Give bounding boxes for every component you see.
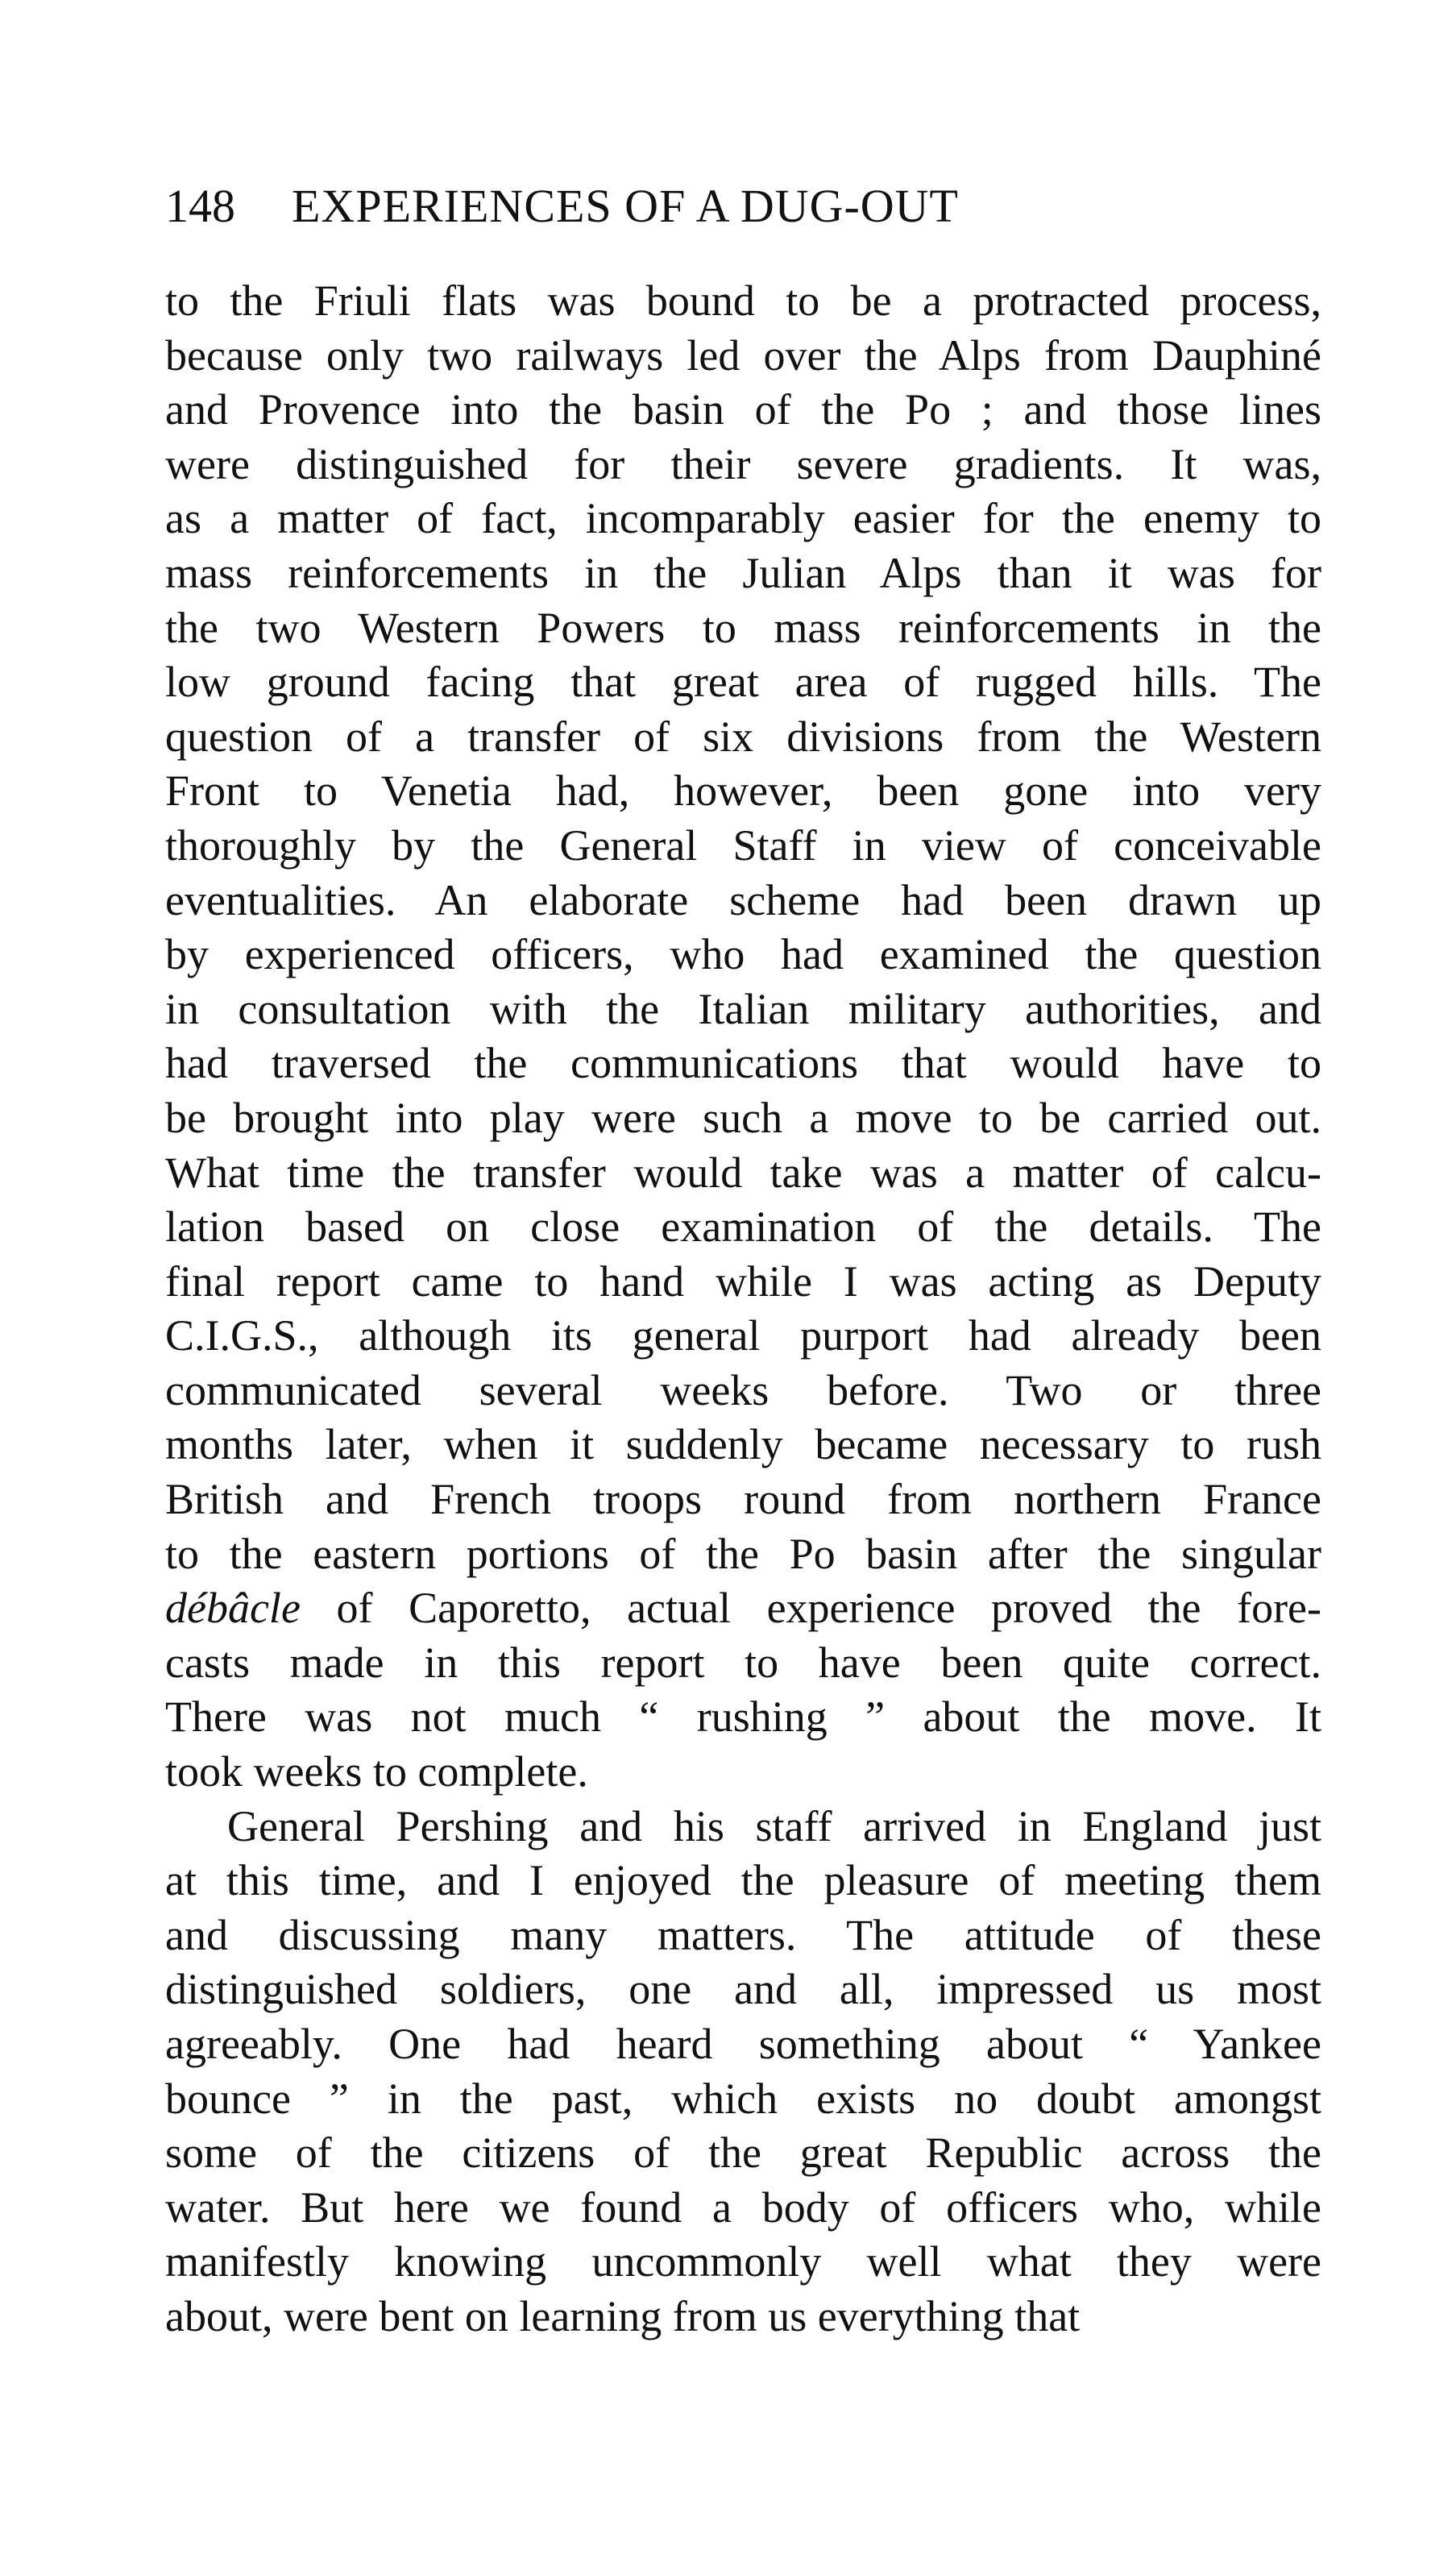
page-number: 148 bbox=[165, 180, 235, 232]
text-line: distinguished soldiers, one and all, impressed us most bbox=[165, 1965, 1321, 2014]
text-line: British and French troops round from northern France bbox=[165, 1475, 1321, 1524]
text-line: final report came to hand while I was acting as Deputy bbox=[165, 1256, 1321, 1306]
running-title: EXPERIENCES OF A DUG-OUT bbox=[292, 180, 959, 232]
text-line: Front to Venetia had, however, been gone into very bbox=[165, 766, 1321, 816]
text-line: There was not much “ rushing ” about the move. It bbox=[165, 1692, 1321, 1742]
text-line: General Pershing and his staff arrived in England just bbox=[227, 1801, 1321, 1850]
text-line: C.I.G.S., although its general purport had already been bbox=[165, 1311, 1321, 1360]
text-line: by experienced officers, who had examined the question bbox=[165, 930, 1321, 979]
running-header bbox=[165, 179, 1321, 235]
text-line: mass reinforcements in the Julian Alps than it was for bbox=[165, 548, 1321, 597]
text-line: water. But here we found a body of officers who, while bbox=[165, 2182, 1321, 2232]
text-line: casts made in this report to have been quite correct. bbox=[165, 1638, 1321, 1687]
text-line: some of the citizens of the great Republic across the bbox=[165, 2128, 1321, 2178]
text-line: communicated several weeks before. Two or three bbox=[165, 1365, 1321, 1414]
text-line: had traversed the communications that would have to bbox=[165, 1039, 1321, 1088]
text-line: question of a transfer of six divisions from the Western bbox=[165, 712, 1321, 761]
text-line: about, were bent on learning from us everything that bbox=[165, 2291, 1081, 2340]
text-line: What time the transfer would take was a matter of calcu- bbox=[165, 1148, 1321, 1197]
text-line: manifestly knowing uncommonly well what they were bbox=[165, 2237, 1321, 2286]
text-line: to the Friuli flats was bound to be a protracted process, bbox=[165, 276, 1321, 325]
text-line: to the eastern portions of the Po basin after the singular bbox=[165, 1529, 1321, 1578]
text-line: as a matter of fact, incomparably easier for the enemy to bbox=[165, 494, 1321, 543]
italic-word: débâcle bbox=[165, 1584, 301, 1633]
text-line: bounce ” in the past, which exists no doubt amongst bbox=[165, 2074, 1321, 2123]
text-line: and discussing many matters. The attitude of these bbox=[165, 1910, 1321, 1959]
text-line: agreeably. One had heard something about “ Yankee bbox=[165, 2020, 1321, 2068]
text-line: in consultation with the Italian military authorities, and bbox=[165, 984, 1321, 1033]
text-line: the two Western Powers to mass reinforcements in the bbox=[165, 603, 1321, 652]
text-line: débâcle of Caporetto, actual experience proved the fore- bbox=[165, 1584, 1322, 1633]
text-line: lation based on close examination of the details. The bbox=[165, 1202, 1321, 1252]
text-line: at this time, and I enjoyed the pleasure of meeting them bbox=[165, 1856, 1321, 1905]
body-text bbox=[165, 274, 1321, 2344]
text-line: low ground facing that great area of rugged hills. The bbox=[165, 658, 1321, 707]
text-line: took weeks to complete. bbox=[165, 1747, 588, 1796]
text-line: eventualities. An elaborate scheme had been drawn up bbox=[165, 875, 1321, 924]
text-line: because only two railways led over the Alps from Dauphiné bbox=[165, 330, 1321, 380]
text-line: months later, when it suddenly became necessary to rush bbox=[165, 1420, 1321, 1469]
text-line: were distinguished for their severe gradients. It was, bbox=[165, 439, 1321, 488]
text-line: be brought into play were such a move to be carried out. bbox=[165, 1093, 1321, 1142]
text-line: thoroughly by the General Staff in view of conceivable bbox=[165, 820, 1321, 870]
text-line: and Provence into the basin of the Po ; and those lines bbox=[165, 385, 1321, 434]
